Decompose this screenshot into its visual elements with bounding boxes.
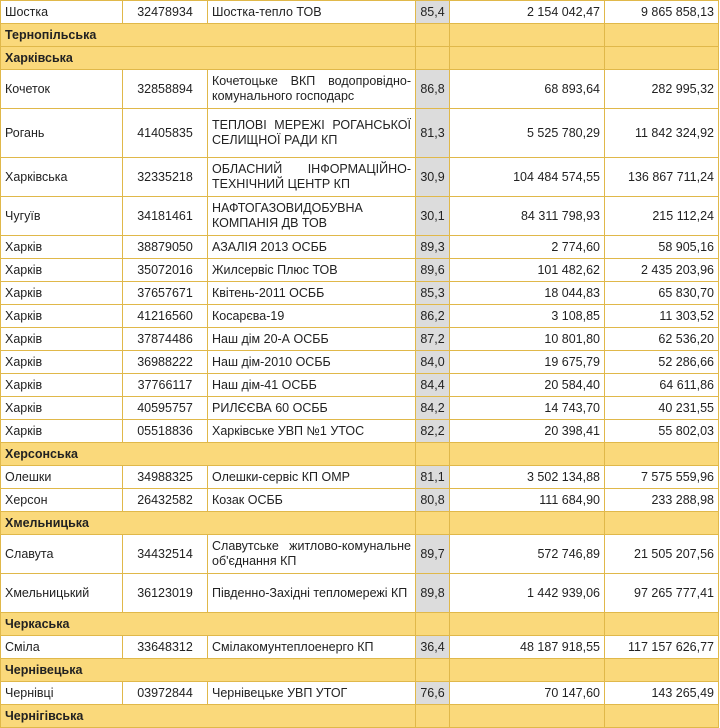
city-cell: Харків xyxy=(1,420,123,443)
city-cell: Чернівці xyxy=(1,682,123,705)
percent-cell: 82,2 xyxy=(416,420,450,443)
total-cell: 52 286,66 xyxy=(605,351,719,374)
company-name-cell: Чернівецьке УВП УТОГ xyxy=(208,682,416,705)
region-empty-cell xyxy=(605,47,719,70)
total-cell: 117 157 626,77 xyxy=(605,636,719,659)
amount-cell: 3 108,85 xyxy=(450,305,605,328)
total-cell: 11 303,52 xyxy=(605,305,719,328)
table-row xyxy=(1,466,719,489)
company-name-cell: Косарєва-19 xyxy=(208,305,416,328)
amount-cell: 2 774,60 xyxy=(450,236,605,259)
region-header-row xyxy=(1,659,719,682)
city-cell: Харків xyxy=(1,397,123,420)
percent-cell: 30,1 xyxy=(416,197,450,236)
amount-cell: 101 482,62 xyxy=(450,259,605,282)
company-name-cell: Південно-Західні тепломережі КП xyxy=(208,574,416,613)
code-cell: 40595757 xyxy=(123,397,208,420)
code-cell: 26432582 xyxy=(123,489,208,512)
city-cell: Харків xyxy=(1,259,123,282)
region-header-row xyxy=(1,24,719,47)
region-empty-cell xyxy=(450,24,605,47)
percent-cell: 84,4 xyxy=(416,374,450,397)
company-name-cell: Олешки-сервіс КП ОМР xyxy=(208,466,416,489)
total-cell: 282 995,32 xyxy=(605,70,719,109)
percent-cell: 80,8 xyxy=(416,489,450,512)
code-cell: 37657671 xyxy=(123,282,208,305)
code-cell: 34988325 xyxy=(123,466,208,489)
company-name-cell: Наш дім-41 ОСББ xyxy=(208,374,416,397)
total-cell: 7 575 559,96 xyxy=(605,466,719,489)
percent-cell: 87,2 xyxy=(416,328,450,351)
table-row xyxy=(1,535,719,574)
region-header-row xyxy=(1,512,719,535)
code-cell: 32335218 xyxy=(123,158,208,197)
code-cell: 36988222 xyxy=(123,351,208,374)
region-title: Хмельницька xyxy=(1,512,416,535)
region-header-row xyxy=(1,443,719,466)
table-row xyxy=(1,197,719,236)
amount-cell: 20 398,41 xyxy=(450,420,605,443)
region-empty-cell xyxy=(416,24,450,47)
percent-cell: 84,0 xyxy=(416,351,450,374)
city-cell: Харків xyxy=(1,236,123,259)
table-row xyxy=(1,236,719,259)
total-cell: 97 265 777,41 xyxy=(605,574,719,613)
amount-cell: 20 584,40 xyxy=(450,374,605,397)
company-name-cell: ТЕПЛОВІ МЕРЕЖІ РОГАНСЬКОЇ СЕЛИЩНОЇ РАДИ КП xyxy=(208,109,416,158)
company-name-cell: Жилсервіс Плюс ТОВ xyxy=(208,259,416,282)
company-name-cell: Квітень-2011 ОСББ xyxy=(208,282,416,305)
company-name-cell: Наш дім 20-А ОСББ xyxy=(208,328,416,351)
percent-cell: 89,7 xyxy=(416,535,450,574)
table-row xyxy=(1,374,719,397)
city-cell: Харків xyxy=(1,351,123,374)
region-empty-cell xyxy=(605,613,719,636)
city-cell: Харків xyxy=(1,282,123,305)
city-cell: Харківська xyxy=(1,158,123,197)
total-cell: 215 112,24 xyxy=(605,197,719,236)
region-empty-cell xyxy=(605,443,719,466)
region-title: Черкаська xyxy=(1,613,416,636)
region-empty-cell xyxy=(450,443,605,466)
amount-cell: 1 442 939,06 xyxy=(450,574,605,613)
region-empty-cell xyxy=(416,512,450,535)
company-name-cell: АЗАЛІЯ 2013 ОСББ xyxy=(208,236,416,259)
total-cell: 21 505 207,56 xyxy=(605,535,719,574)
percent-cell: 84,2 xyxy=(416,397,450,420)
table-row xyxy=(1,328,719,351)
region-title: Харківська xyxy=(1,47,416,70)
code-cell: 35072016 xyxy=(123,259,208,282)
total-cell: 58 905,16 xyxy=(605,236,719,259)
city-cell: Харків xyxy=(1,328,123,351)
table-row xyxy=(1,420,719,443)
percent-cell: 85,4 xyxy=(416,1,450,24)
table-row xyxy=(1,282,719,305)
code-cell: 34181461 xyxy=(123,197,208,236)
table-body xyxy=(1,1,719,728)
code-cell: 33648312 xyxy=(123,636,208,659)
region-header-row xyxy=(1,613,719,636)
table-row xyxy=(1,259,719,282)
city-cell: Чугуїв xyxy=(1,197,123,236)
region-empty-cell xyxy=(416,705,450,728)
percent-cell: 89,6 xyxy=(416,259,450,282)
city-cell: Харків xyxy=(1,374,123,397)
code-cell: 32478934 xyxy=(123,1,208,24)
code-cell: 36123019 xyxy=(123,574,208,613)
total-cell: 9 865 858,13 xyxy=(605,1,719,24)
amount-cell: 104 484 574,55 xyxy=(450,158,605,197)
table-row xyxy=(1,1,719,24)
region-title: Тернопільська xyxy=(1,24,416,47)
amount-cell: 2 154 042,47 xyxy=(450,1,605,24)
table-row xyxy=(1,70,719,109)
code-cell: 37874486 xyxy=(123,328,208,351)
region-empty-cell xyxy=(416,659,450,682)
total-cell: 65 830,70 xyxy=(605,282,719,305)
percent-cell: 76,6 xyxy=(416,682,450,705)
code-cell: 41405835 xyxy=(123,109,208,158)
table-row xyxy=(1,305,719,328)
city-cell: Херсон xyxy=(1,489,123,512)
region-empty-cell xyxy=(605,705,719,728)
region-title: Чернівецька xyxy=(1,659,416,682)
region-empty-cell xyxy=(450,512,605,535)
region-empty-cell xyxy=(416,47,450,70)
city-cell: Славута xyxy=(1,535,123,574)
table-row xyxy=(1,109,719,158)
company-name-cell: Козак ОСББ xyxy=(208,489,416,512)
region-empty-cell xyxy=(605,24,719,47)
total-cell: 143 265,49 xyxy=(605,682,719,705)
amount-cell: 19 675,79 xyxy=(450,351,605,374)
company-name-cell: НАФТОГАЗОВИДОБУВНА КОМПАНІЯ ДВ ТОВ xyxy=(208,197,416,236)
region-title: Чернігівська xyxy=(1,705,416,728)
code-cell: 38879050 xyxy=(123,236,208,259)
total-cell: 64 611,86 xyxy=(605,374,719,397)
region-empty-cell xyxy=(416,613,450,636)
city-cell: Шостка xyxy=(1,1,123,24)
table-row xyxy=(1,636,719,659)
percent-cell: 81,3 xyxy=(416,109,450,158)
region-empty-cell xyxy=(450,659,605,682)
total-cell: 136 867 711,24 xyxy=(605,158,719,197)
code-cell: 03972844 xyxy=(123,682,208,705)
total-cell: 40 231,55 xyxy=(605,397,719,420)
table-row xyxy=(1,489,719,512)
total-cell: 62 536,20 xyxy=(605,328,719,351)
percent-cell: 85,3 xyxy=(416,282,450,305)
amount-cell: 5 525 780,29 xyxy=(450,109,605,158)
amount-cell: 3 502 134,88 xyxy=(450,466,605,489)
region-empty-cell xyxy=(416,443,450,466)
total-cell: 11 842 324,92 xyxy=(605,109,719,158)
region-empty-cell xyxy=(450,613,605,636)
table-row xyxy=(1,351,719,374)
amount-cell: 572 746,89 xyxy=(450,535,605,574)
city-cell: Хмельницький xyxy=(1,574,123,613)
region-empty-cell xyxy=(605,659,719,682)
amount-cell: 10 801,80 xyxy=(450,328,605,351)
city-cell: Кочеток xyxy=(1,70,123,109)
region-title: Херсонська xyxy=(1,443,416,466)
company-name-cell: Харківське УВП №1 УТОС xyxy=(208,420,416,443)
amount-cell: 48 187 918,55 xyxy=(450,636,605,659)
city-cell: Олешки xyxy=(1,466,123,489)
table-row xyxy=(1,158,719,197)
code-cell: 37766117 xyxy=(123,374,208,397)
company-name-cell: РИЛЄЄВА 60 ОСББ xyxy=(208,397,416,420)
table-row xyxy=(1,574,719,613)
table-row xyxy=(1,682,719,705)
amount-cell: 84 311 798,93 xyxy=(450,197,605,236)
total-cell: 2 435 203,96 xyxy=(605,259,719,282)
amount-cell: 18 044,83 xyxy=(450,282,605,305)
total-cell: 55 802,03 xyxy=(605,420,719,443)
amount-cell: 68 893,64 xyxy=(450,70,605,109)
company-name-cell: Славутське житлово-комунальне об'єднання КП xyxy=(208,535,416,574)
company-name-cell: Шостка-тепло ТОВ xyxy=(208,1,416,24)
city-cell: Сміла xyxy=(1,636,123,659)
city-cell: Харків xyxy=(1,305,123,328)
amount-cell: 70 147,60 xyxy=(450,682,605,705)
percent-cell: 81,1 xyxy=(416,466,450,489)
company-name-cell: Наш дім-2010 ОСББ xyxy=(208,351,416,374)
region-empty-cell xyxy=(450,705,605,728)
percent-cell: 86,8 xyxy=(416,70,450,109)
code-cell: 41216560 xyxy=(123,305,208,328)
total-cell: 233 288,98 xyxy=(605,489,719,512)
code-cell: 34432514 xyxy=(123,535,208,574)
code-cell: 05518836 xyxy=(123,420,208,443)
region-empty-cell xyxy=(605,512,719,535)
code-cell: 32858894 xyxy=(123,70,208,109)
table-row xyxy=(1,397,719,420)
percent-cell: 89,3 xyxy=(416,236,450,259)
amount-cell: 14 743,70 xyxy=(450,397,605,420)
region-header-row xyxy=(1,705,719,728)
region-empty-cell xyxy=(450,47,605,70)
city-cell: Рогань xyxy=(1,109,123,158)
amount-cell: 111 684,90 xyxy=(450,489,605,512)
percent-cell: 30,9 xyxy=(416,158,450,197)
company-name-cell: ОБЛАСНИЙ ІНФОРМАЦІЙНО-ТЕХНІЧНИЙ ЦЕНТР КП xyxy=(208,158,416,197)
percent-cell: 89,8 xyxy=(416,574,450,613)
region-header-row xyxy=(1,47,719,70)
percent-cell: 86,2 xyxy=(416,305,450,328)
company-name-cell: Смілакомунтеплоенерго КП xyxy=(208,636,416,659)
company-name-cell: Кочетоцьке ВКП водопровідно-комунального господарс xyxy=(208,70,416,109)
percent-cell: 36,4 xyxy=(416,636,450,659)
